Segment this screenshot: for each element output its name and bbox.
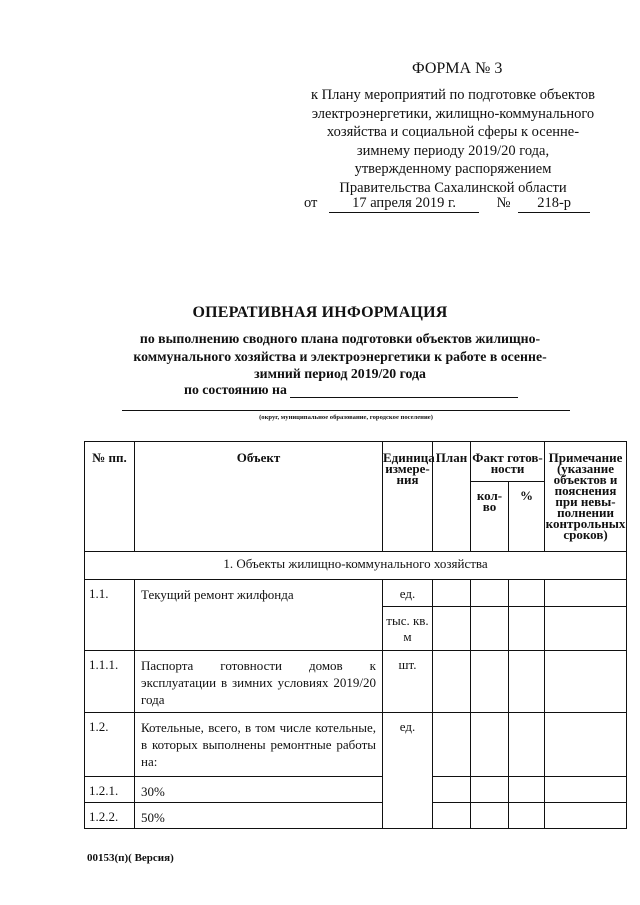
cell-percent[interactable] xyxy=(509,777,545,803)
territory-caption: (округ, муниципальное образование, городское поселение) xyxy=(259,414,433,421)
order-number: 218-р xyxy=(518,195,590,213)
subtitle-line: зимний период 2019/20 года xyxy=(254,366,426,381)
territory-blank xyxy=(122,410,570,411)
cell-percent[interactable] xyxy=(509,713,545,777)
cell-qty[interactable] xyxy=(471,580,509,607)
row-num: 1.2. xyxy=(85,713,135,777)
header-line: к Плану мероприятий по подготовке объектов xyxy=(310,87,595,103)
status-date-label: по состоянию на xyxy=(184,382,287,397)
order-from-label: от xyxy=(304,195,318,211)
form-number: ФОРМА № 3 xyxy=(412,60,503,77)
cell-plan[interactable] xyxy=(433,713,471,777)
header-num: № пп. xyxy=(85,442,135,552)
cell-qty[interactable] xyxy=(471,607,509,651)
order-number-label: № xyxy=(496,195,511,211)
approval-header xyxy=(300,86,606,197)
document-title: ОПЕРАТИВНАЯ ИНФОРМАЦИЯ xyxy=(192,304,448,321)
row-object: 50% xyxy=(135,803,383,829)
subtitle-line: коммунального хозяйства и электроэнергетики к работе в осенне- xyxy=(133,348,547,364)
cell-note[interactable] xyxy=(545,651,627,713)
header-percent: % xyxy=(509,482,545,552)
cell-qty[interactable] xyxy=(471,651,509,713)
header-line: хозяйства и социальной сферы к осенне- xyxy=(326,124,580,140)
order-date: 17 апреля 2019 г. xyxy=(329,195,479,213)
header-line: зимнему периоду 2019/20 года, xyxy=(356,142,550,159)
row-unit: шт. xyxy=(383,651,433,713)
cell-plan[interactable] xyxy=(433,580,471,607)
cell-note[interactable] xyxy=(545,580,627,607)
row-unit: ед. xyxy=(383,580,433,607)
cell-qty[interactable] xyxy=(471,803,509,829)
row-object: Текущий ремонт жилфонда xyxy=(135,580,383,651)
header-plan: План xyxy=(433,442,471,552)
status-date-blank xyxy=(290,397,518,398)
header-line: утвержденному распоряжением xyxy=(354,161,552,177)
row-object: 30% xyxy=(135,777,383,803)
document-subtitle xyxy=(60,330,620,383)
cell-percent[interactable] xyxy=(509,651,545,713)
header-fact: Факт готов-ности xyxy=(471,442,545,482)
header-line: Правительства Сахалинской области xyxy=(339,179,567,196)
row-num: 1.1. xyxy=(85,580,135,651)
cell-note[interactable] xyxy=(545,777,627,803)
cell-note[interactable] xyxy=(545,713,627,777)
subtitle-line: по выполнению сводного плана подготовки объектов жилищно- xyxy=(139,331,541,346)
cell-percent[interactable] xyxy=(509,803,545,829)
row-object: Паспорта готовности домов к эксплуатации в зимних условиях 2019/20 года xyxy=(135,651,383,713)
cell-note[interactable] xyxy=(545,803,627,829)
header-object: Объект xyxy=(135,442,383,552)
cell-percent[interactable] xyxy=(509,607,545,651)
cell-qty[interactable] xyxy=(471,713,509,777)
cell-plan[interactable] xyxy=(433,607,471,651)
row-unit: тыс. кв. м xyxy=(383,607,433,651)
header-line: электроэнергетики, жилищно-коммунального xyxy=(311,105,595,122)
row-unit: ед. xyxy=(383,713,433,829)
header-qty: кол-во xyxy=(471,482,509,552)
order-reference xyxy=(304,195,604,213)
row-num: 1.2.2. xyxy=(85,803,135,829)
cell-note[interactable] xyxy=(545,607,627,651)
operational-table xyxy=(84,441,627,829)
header-unit: Единица измере-ния xyxy=(383,442,433,552)
section-heading: 1. Объекты жилищно-коммунального хозяйства xyxy=(85,552,627,580)
row-num: 1.1.1. xyxy=(85,651,135,713)
cell-plan[interactable] xyxy=(433,777,471,803)
row-num: 1.2.1. xyxy=(85,777,135,803)
cell-plan[interactable] xyxy=(433,803,471,829)
cell-percent[interactable] xyxy=(509,580,545,607)
row-object: Котельные, всего, в том числе котельные, в которых выполнены ремонтные работы на: xyxy=(135,713,383,777)
cell-plan[interactable] xyxy=(433,651,471,713)
cell-qty[interactable] xyxy=(471,777,509,803)
footer-code: 00153(п)( Версия) xyxy=(87,852,174,864)
header-note: Примечание (указание объектов и пояснения при невы-полнении контрольных сроков) xyxy=(545,442,627,552)
